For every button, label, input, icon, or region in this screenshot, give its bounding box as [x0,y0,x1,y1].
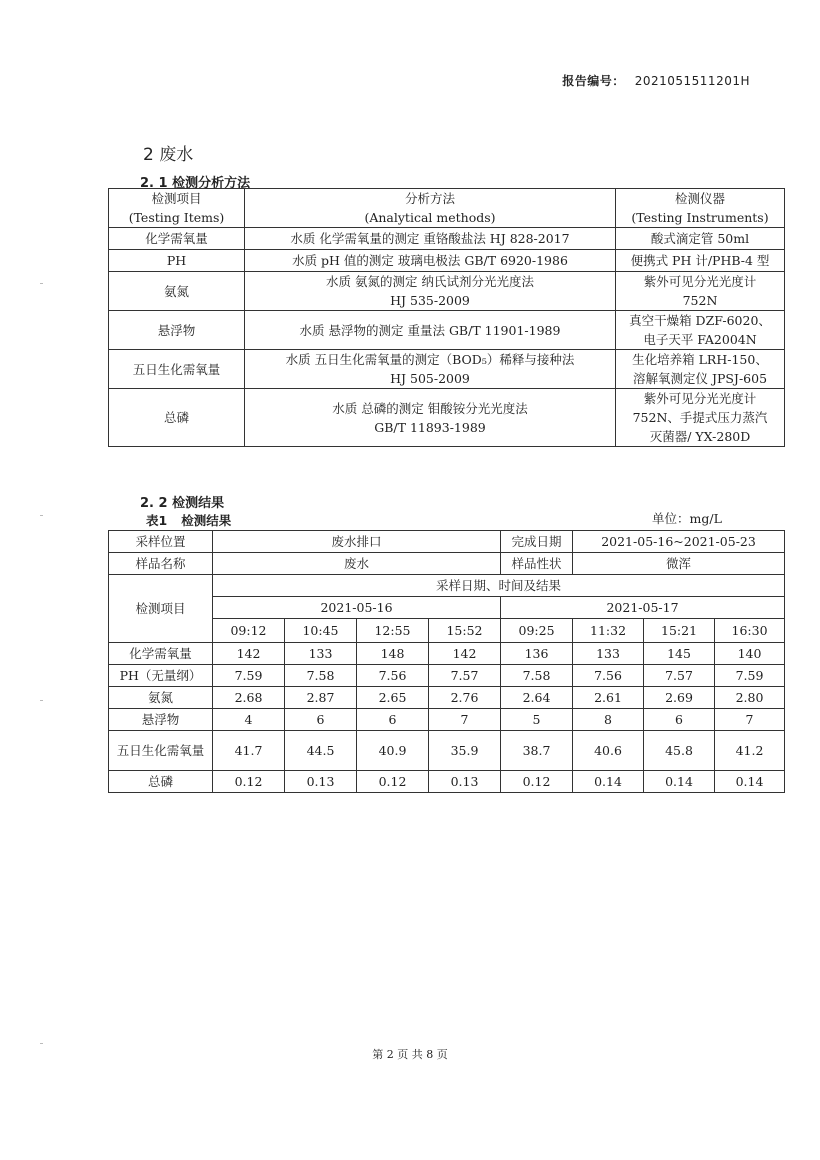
result-value: 8 [573,709,644,731]
method-line: HJ 505-2009 [390,371,470,386]
scan-mark [40,700,43,701]
result-value: 7.58 [501,665,573,687]
date-1: 2021-05-16 [213,597,501,619]
instrument-line: 便携式 PH 计/PHB-4 型 [630,253,770,268]
results-caption [146,511,231,529]
method-row [109,350,785,389]
result-value: 142 [429,643,501,665]
method-text [245,250,616,272]
result-value: 0.14 [573,771,644,793]
instrument-line: 酸式滴定管 50ml [650,231,750,246]
completion-date-label: 完成日期 [501,531,573,553]
method-text [245,228,616,250]
methods-title: 2. 1 检测分析方法 [140,176,251,191]
method-item: 悬浮物 [109,311,245,350]
table-label: 表1 [146,513,168,528]
completion-date: 2021-05-16~2021-05-23 [573,531,785,553]
sample-name-label: 样品名称 [109,553,213,575]
instrument-line: 752N、手提式压力蒸汽 [632,410,768,425]
result-item: 悬浮物 [109,709,213,731]
report-number-label: 报告编号： [562,74,625,88]
instrument-line: 灭菌器/ YX-280D [649,429,751,444]
header-method [245,189,616,228]
result-value: 2.61 [573,687,644,709]
result-value: 4 [213,709,285,731]
result-value: 40.9 [357,731,429,771]
group-header-row [109,575,785,597]
result-value: 136 [501,643,573,665]
result-item: 五日生化需氧量 [109,731,213,771]
result-value: 7.56 [357,665,429,687]
header-item-en: (Testing Items) [128,210,225,225]
result-value: 140 [715,643,785,665]
instrument-line: 紫外可见分光光度计 [643,274,757,289]
sample-time: 09:25 [501,619,573,643]
result-value: 6 [644,709,715,731]
method-line: 水质 化学需氧量的测定 重铬酸盐法 HJ 828-2017 [290,231,570,246]
result-value: 2.68 [213,687,285,709]
method-line: 水质 pH 值的测定 玻璃电极法 GB/T 6920-1986 [292,253,568,268]
result-value: 38.7 [501,731,573,771]
sample-row [109,553,785,575]
result-value: 7 [429,709,501,731]
method-item: 化学需氧量 [109,228,245,250]
instrument-text [616,389,785,447]
result-value: 0.12 [213,771,285,793]
result-value: 0.12 [357,771,429,793]
result-value: 145 [644,643,715,665]
header-instrument-en: (Testing Instruments) [631,210,769,225]
date-2: 2021-05-17 [501,597,785,619]
result-value: 6 [285,709,357,731]
method-text [245,350,616,389]
instrument-text [616,272,785,311]
result-row [109,771,785,793]
result-row [109,731,785,771]
location-row [109,531,785,553]
unit-label: 单位：mg/L [652,511,722,526]
result-value: 0.12 [501,771,573,793]
instrument-line: 生化培养箱 LRH-150、 [632,352,768,367]
header-instrument-cn: 检测仪器 [674,191,725,206]
method-item: PH [109,250,245,272]
sampling-location: 废水排口 [213,531,501,553]
result-value: 7 [715,709,785,731]
result-value: 44.5 [285,731,357,771]
result-value: 2.80 [715,687,785,709]
method-item: 总磷 [109,389,245,447]
sample-property-label: 样品性状 [501,553,573,575]
result-value: 2.76 [429,687,501,709]
result-value: 2.69 [644,687,715,709]
method-row [109,250,785,272]
result-row [109,643,785,665]
result-row [109,709,785,731]
method-line: 水质 五日生化需氧量的测定（BOD₅）稀释与接种法 [285,352,575,367]
result-row [109,687,785,709]
result-value: 7.57 [429,665,501,687]
section-title: 2 废水 [143,145,194,165]
result-value: 40.6 [573,731,644,771]
instrument-text [616,250,785,272]
instrument-line: 紫外可见分光光度计 [643,391,757,406]
result-value: 2.65 [357,687,429,709]
header-method-en: (Analytical methods) [364,210,496,225]
result-item: 总磷 [109,771,213,793]
method-row [109,389,785,447]
table-name: 检测结果 [181,513,232,528]
method-row [109,311,785,350]
scan-mark [40,515,43,516]
method-row [109,228,785,250]
instrument-line: 真空干燥箱 DZF-6020、 [629,313,771,328]
result-item: PH（无量纲） [109,665,213,687]
method-line: 水质 总磷的测定 钼酸铵分光光度法 [332,400,528,416]
result-value: 41.7 [213,731,285,771]
method-text [245,311,616,350]
report-number [562,72,750,89]
instrument-line: 752N [682,293,718,308]
result-value: 6 [357,709,429,731]
sample-time: 15:21 [644,619,715,643]
header-item [109,189,245,228]
method-text [245,389,616,447]
method-line: HJ 535-2009 [390,293,470,308]
result-value: 7.57 [644,665,715,687]
sampling-location-label: 采样位置 [109,531,213,553]
sample-time: 09:12 [213,619,285,643]
result-value: 7.58 [285,665,357,687]
result-value: 133 [285,643,357,665]
method-item: 五日生化需氧量 [109,350,245,389]
sample-time: 15:52 [429,619,501,643]
method-item: 氨氮 [109,272,245,311]
result-value: 41.2 [715,731,785,771]
result-item: 化学需氧量 [109,643,213,665]
sample-name: 废水 [213,553,501,575]
result-value: 2.64 [501,687,573,709]
sample-time: 12:55 [357,619,429,643]
result-value: 7.59 [213,665,285,687]
scan-mark [40,1043,43,1044]
header-method-cn: 分析方法 [404,191,455,206]
result-value: 0.14 [715,771,785,793]
scan-mark [40,283,43,284]
methods-table [108,188,785,447]
method-row [109,272,785,311]
instrument-text [616,311,785,350]
instrument-text [616,228,785,250]
method-line: 水质 悬浮物的测定 重量法 GB/T 11901-1989 [299,322,561,338]
result-value: 35.9 [429,731,501,771]
result-value: 2.87 [285,687,357,709]
result-row [109,665,785,687]
result-value: 7.59 [715,665,785,687]
method-line: 水质 氨氮的测定 纳氏试剂分光光度法 [326,274,534,289]
instrument-line: 电子天平 FA2004N [643,332,757,347]
result-item: 氨氮 [109,687,213,709]
result-value: 0.14 [644,771,715,793]
result-value: 148 [357,643,429,665]
result-value: 142 [213,643,285,665]
results-table [108,530,785,793]
header-item-cn: 检测项目 [151,191,202,206]
results-title: 2. 2 检测结果 [140,496,225,511]
result-value: 45.8 [644,731,715,771]
sample-time: 16:30 [715,619,785,643]
header-instrument [616,189,785,228]
methods-header-row [109,189,785,228]
result-value: 133 [573,643,644,665]
sample-time: 11:32 [573,619,644,643]
group-header: 采样日期、时间及结果 [213,575,785,597]
sample-time: 10:45 [285,619,357,643]
page-footer: 第 2 页 共 8 页 [372,1048,448,1061]
item-header: 检测项目 [109,575,213,643]
result-value: 5 [501,709,573,731]
instrument-line: 溶解氧测定仪 JPSJ-605 [632,371,768,386]
result-value: 0.13 [285,771,357,793]
sample-property: 微浑 [573,553,785,575]
result-value: 0.13 [429,771,501,793]
instrument-text [616,350,785,389]
method-text [245,272,616,311]
report-number-value: 2021051511201H [634,74,750,88]
result-value: 7.56 [573,665,644,687]
method-line: GB/T 11893-1989 [374,419,486,435]
